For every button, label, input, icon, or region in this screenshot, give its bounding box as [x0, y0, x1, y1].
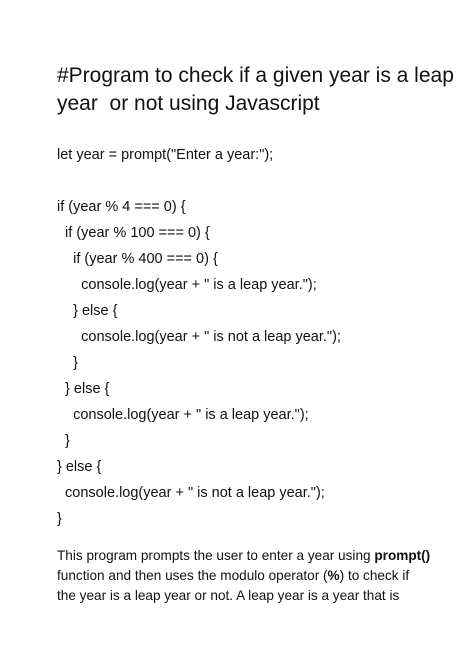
prompt-keyword: prompt() — [374, 548, 431, 563]
code-line: } — [57, 355, 78, 371]
code-line: } — [57, 511, 62, 527]
paragraph-text: function and then uses the modulo operator ( — [57, 568, 328, 583]
code-line: } else { — [57, 381, 110, 397]
code-line: let year = prompt("Enter a year:"); — [57, 147, 274, 163]
code-line: if (year % 100 === 0) { — [57, 225, 210, 241]
title-line-2: year or not using Javascript — [57, 92, 320, 115]
paragraph-text: ) to check if — [339, 568, 410, 583]
code-line: if (year % 400 === 0) { — [57, 251, 218, 267]
code-line: console.log(year + " is a leap year."); — [57, 407, 309, 423]
code-line — [57, 168, 467, 194]
code-line: console.log(year + " is not a leap year."); — [57, 485, 325, 501]
code-line: } — [57, 433, 70, 449]
modulo-operator: % — [327, 568, 340, 583]
code-line: } else { — [57, 459, 102, 475]
paragraph-line-1 — [57, 546, 467, 566]
paragraph-text: This program prompts the user to enter a year using — [57, 548, 375, 563]
code-block — [57, 142, 467, 532]
code-line: console.log(year + " is not a leap year."); — [57, 329, 341, 345]
code-line: } else { — [57, 303, 118, 319]
explanation-paragraph — [57, 546, 467, 606]
document-title — [57, 62, 457, 118]
code-line: if (year % 4 === 0) { — [57, 199, 186, 215]
title-line-1: #Program to check if a given year is a leap — [57, 64, 454, 87]
paragraph-line-2 — [57, 566, 467, 586]
paragraph-line-3: the year is a leap year or not. A leap year is a year that is — [57, 588, 400, 603]
code-line: console.log(year + " is a leap year."); — [57, 277, 317, 293]
